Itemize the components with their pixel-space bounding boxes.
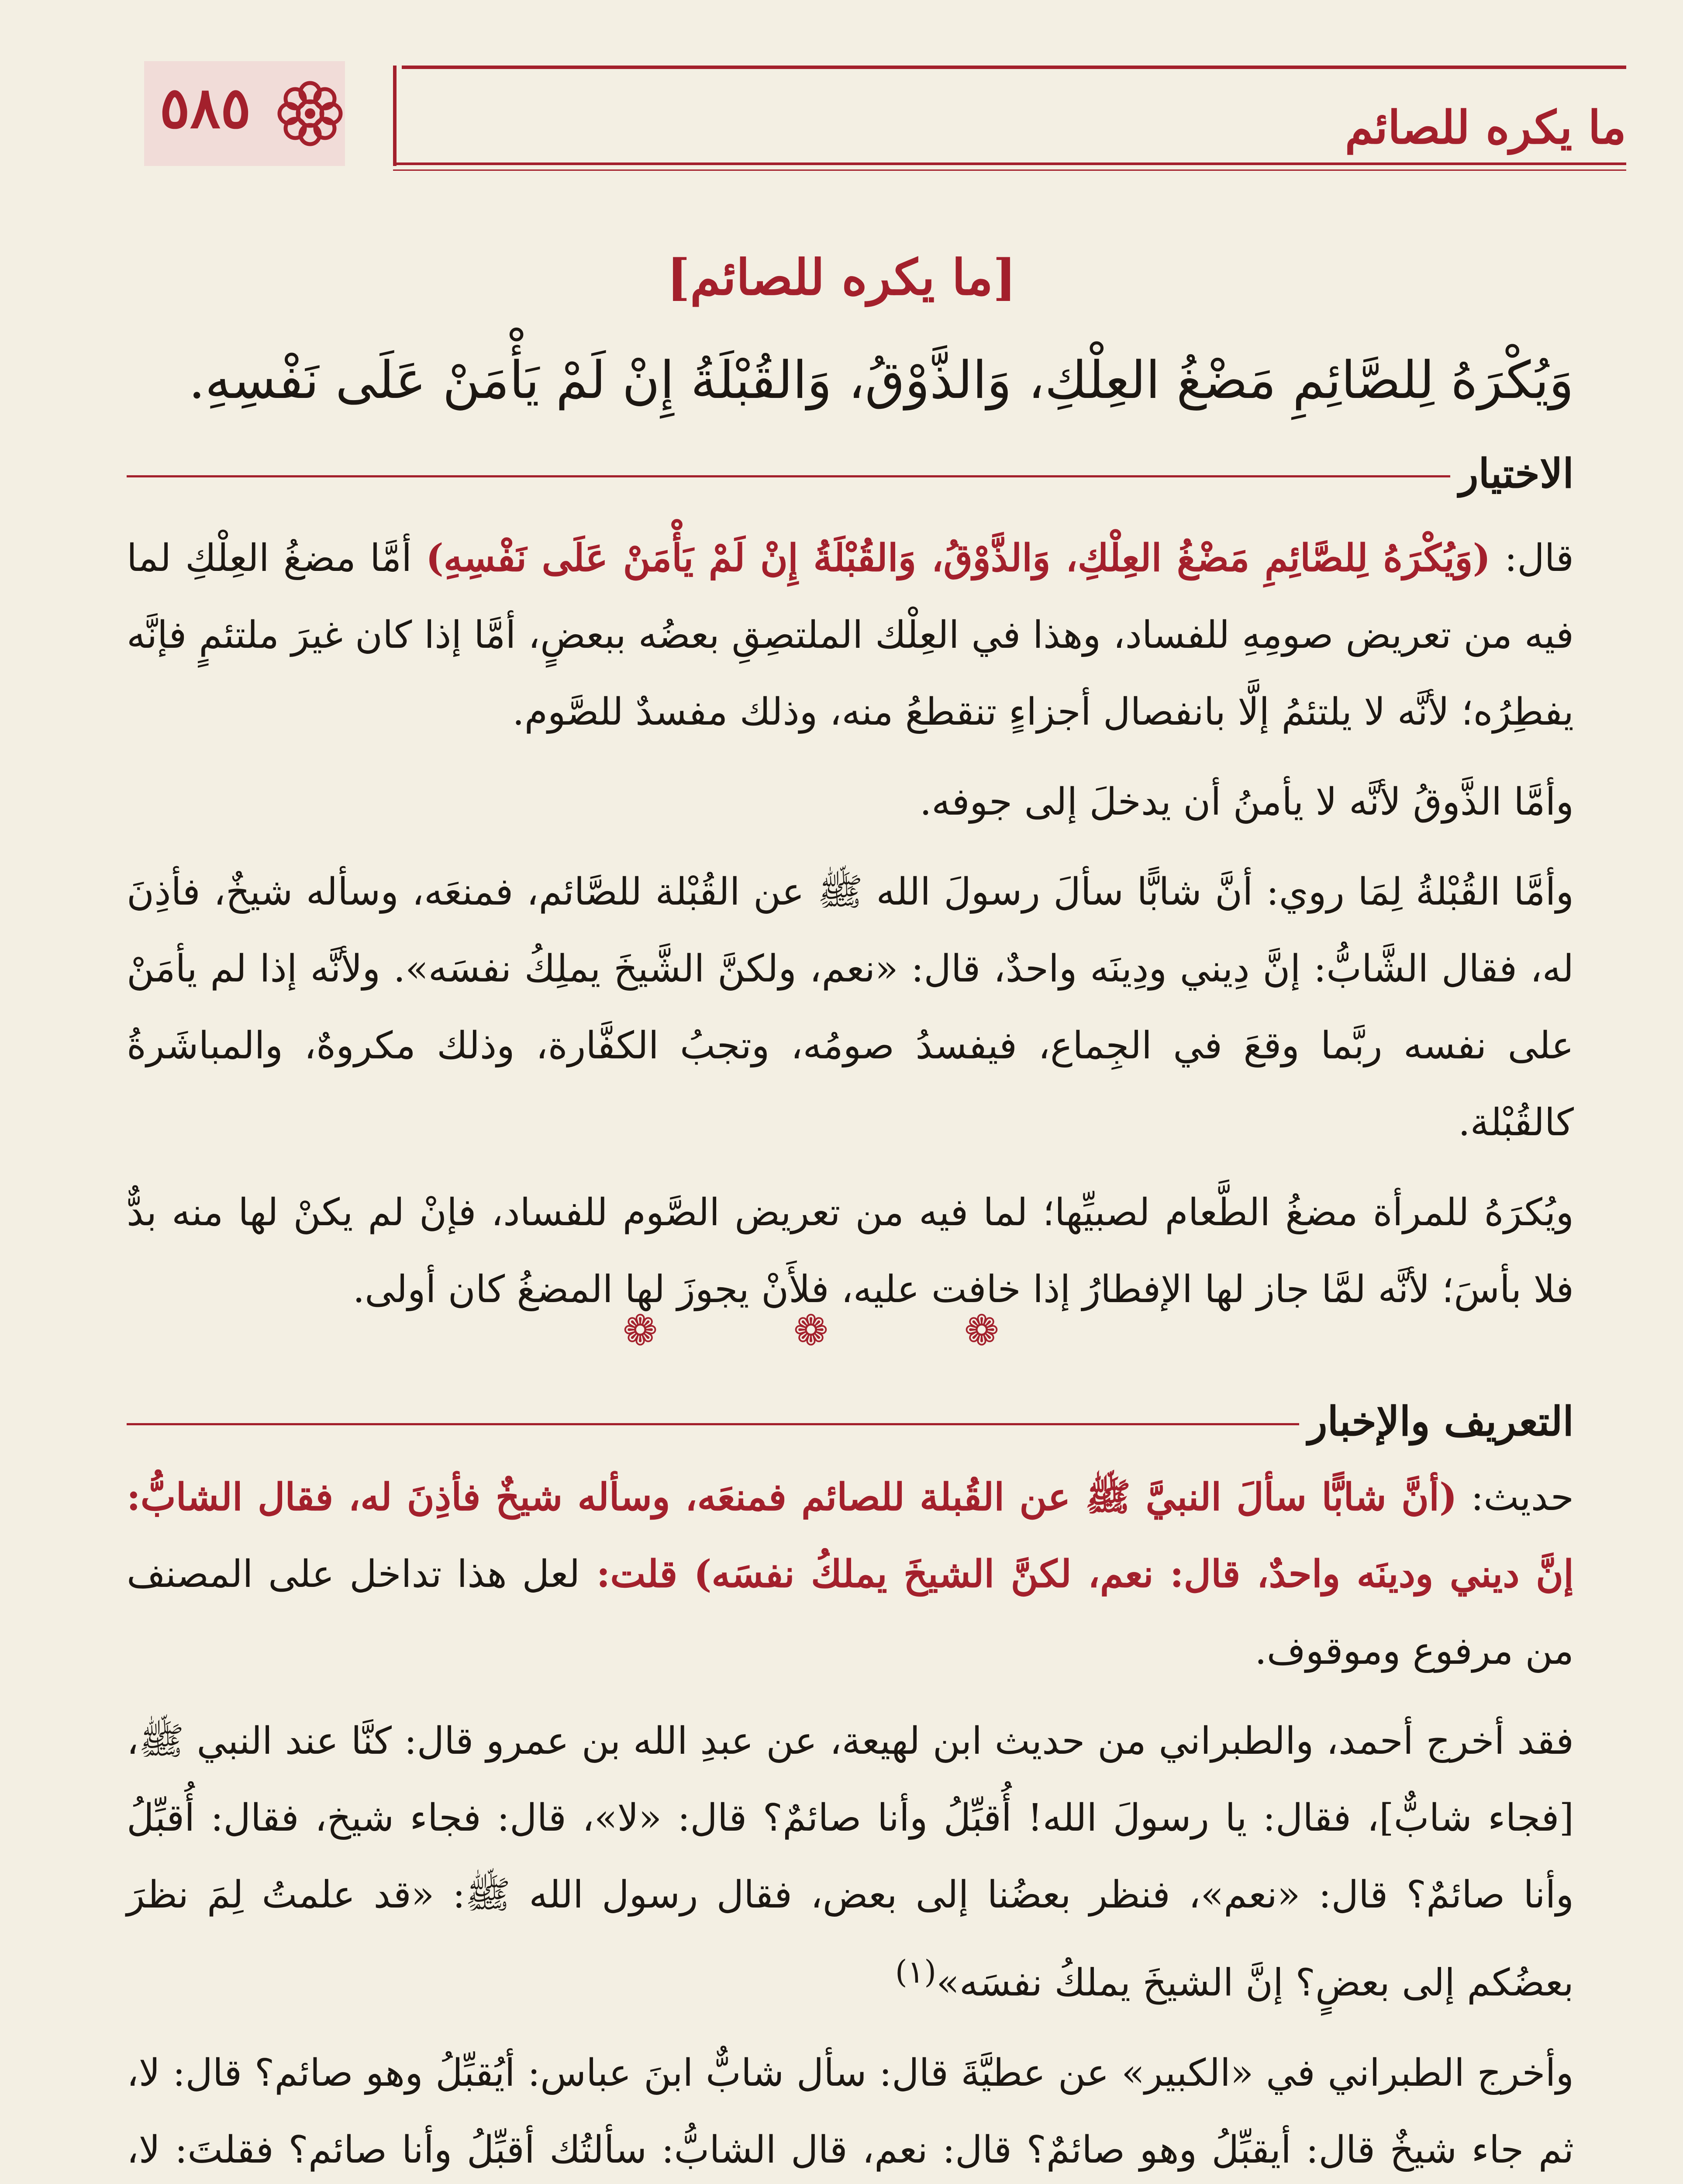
header-rule-bottom	[393, 162, 1626, 165]
matn-text: وَيُكْرَهُ لِلصَّائِمِ مَضْغُ العِلْكِ، وَالذَّوْقُ، وَالقُبْلَةُ إِنْ لَمْ يَأْمَنْ عَلَى نَفْسِهِ.	[188, 350, 1574, 410]
ikhtiyar-p1-quote: (وَيُكْرَهُ لِلصَّائِمِ مَضْغُ العِلْكِ، وَالذَّوْقُ، وَالقُبْلَةُ إِنْ لَمْ يَأْمَنْ عَلَى نَفْسِهِ)	[426, 536, 1491, 580]
tarif-p2-text: فقد أخرج أحمد، والطبراني من حديث ابن لهيعة، عن عبدِ الله بن عمرو قال: كنَّا عند النبي ﷺ، [فجاء شابٌّ]، فقال: يا رسولَ الله! أُقبِّلُ وأنا صائمٌ؟ قال: «لا»، قال: فجاء شيخ، فقال: أُقبِّلُ وأنا صائمٌ؟ قال: «نعم»، فنظر بعضُنا إلى بعض، فقال رسول الله ﷺ: «قد علمتُ لِمَ نظرَ بعضُكم إلى بعضٍ؟ إنَّ الشيخَ يملكُ نفسَه»	[127, 1719, 1574, 2005]
tarif-body	[127, 1459, 1574, 2184]
ikhtiyar-p1-intro: قال:	[1490, 536, 1574, 580]
tarif-p1-rest: لعل هذا تداخل على المصنف من مرفوع وموقوف.	[127, 1552, 1574, 1673]
footnote-reference[interactable]: (١)	[895, 1953, 937, 1990]
divider-stars: ❁ ❁ ❁	[622, 1306, 1061, 1355]
header-rule-vertical	[393, 66, 397, 166]
tarif-p1-qultu: قلت:	[580, 1552, 694, 1596]
ikhtiyar-paragraph-3: وأمَّا القُبْلةُ لِمَا روي: أنَّ شابًّا سألَ رسولَ الله ﷺ عن القُبْلة للصَّائم، فمنعَه، وسأله شيخٌ، فأذِنَ له، فقال الشَّابُّ: إنَّ دِيني ودِينَه واحدٌ، قال: «نعم، ولكنَّ الشَّيخَ يملِكُ نفسَه». ولأنَّه إذا لم يأمَنْ على نفسه ربَّما وقعَ في الجِماع، فيفسدُ صومُه، وتجبُ الكفَّارة، وذلك مكروهٌ، والمباشَرةُ كالقُبْلة.	[127, 870, 1574, 1144]
section-title: [ما يكره للصائم]	[667, 249, 1016, 306]
page-number: ٥٨٥	[159, 74, 251, 141]
header-rule-top	[402, 66, 1626, 69]
rosette-ornament-icon	[266, 70, 354, 157]
ikhtiyar-label-row	[127, 450, 1574, 502]
ikhtiyar-paragraph-2: وأمَّا الذَّوقُ لأنَّه لا يأمنُ أن يدخلَ إلى جوفه.	[919, 780, 1574, 824]
ikhtiyar-paragraph-1	[127, 520, 1574, 750]
ikhtiyar-p1-rest: أمَّا مضغُ العِلْكِ لما فيه من تعريض صومِهِ للفساد، وهذا في العِلْك الملتصِقِ بعضُه ببعضٍ، أمَّا إذا كان غيرَ ملتئمٍ فإنَّه يفطِرُه؛ لأنَّه لا يلتئمُ إلَّا بانفصال أجزاءٍ تنقطعُ منه، وذلك مفسدٌ للصَّوم.	[127, 536, 1574, 734]
ikhtiyar-paragraph-4: ويُكرَهُ للمرأة مضغُ الطَّعام لصبيِّها؛ لما فيه من تعريض الصَّوم للفساد، فإنْ لم يكنْ لها منه بدٌّ فلا بأسَ؛ لأنَّه لمَّا جاز لها الإفطارُ إذا خافت عليه، فلأَنْ يجوزَ لها المضغُ كان أولى.	[127, 1191, 1574, 1311]
tarif-paragraph-1	[127, 1459, 1574, 1690]
tarif-paragraph-2	[127, 1703, 1574, 2022]
tarif-p1-intro: حديث:	[1457, 1476, 1574, 1519]
header-rule-bottom-thin	[393, 169, 1626, 171]
tarif-paragraph-3: وأخرج الطبراني في «الكبير» عن عطيَّةَ قال: سأل شابٌّ ابنَ عباس: أيُقبِّلُ وهو صائم؟ قال: لا، ثم جاء شيخٌ قال: أيقبِّلُ وهو صائمٌ؟ قال: نعم، قال الشابُّ: سألتُك أقبِّلُ وأنا صائم؟ فقلتَ: لا،	[127, 2051, 1574, 2172]
running-title: ما يكره للصائم	[1345, 100, 1626, 154]
tarif-label: التعريف والإخبار	[1299, 1398, 1574, 1445]
ikhtiyar-label: الاختيار	[1450, 450, 1574, 497]
ikhtiyar-label-rule	[127, 475, 1574, 477]
ikhtiyar-body	[127, 520, 1574, 1341]
tarif-p1-quote: (أنَّ شابًّا سألَ النبيَّ ﷺ عن القُبلة للصائم فمنعَه، وسأله شيخٌ فأذِنَ له، فقال الشابُّ: إنَّ ديني ودينَه واحدٌ، قال: نعم، لكنَّ الشيخَ يملكُ نفسَه)	[127, 1475, 1574, 1596]
tarif-label-row	[127, 1398, 1574, 1450]
